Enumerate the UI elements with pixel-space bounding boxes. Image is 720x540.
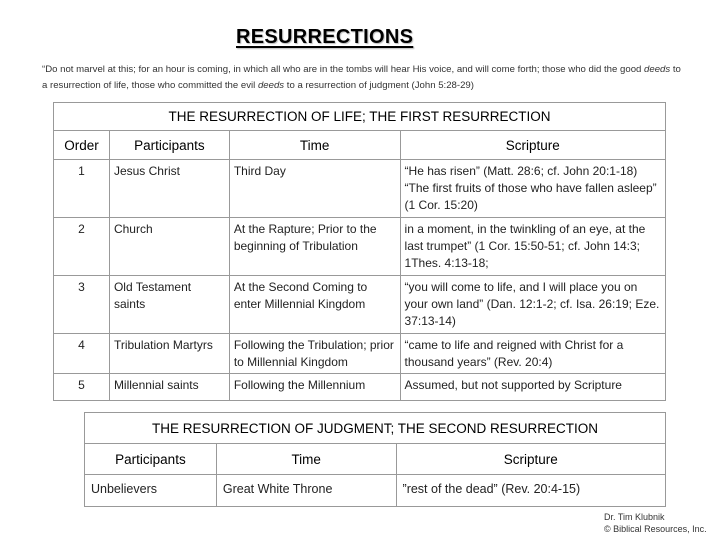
order-cell: 2 [54,218,110,276]
header-participants: Participants [109,131,229,160]
time-cell: Third Day [229,160,400,218]
header-scripture: Scripture [400,131,665,160]
intro-emphasis-1: deeds [644,64,671,75]
time-cell: At the Second Coming to enter Millennial Kingdom [229,276,400,334]
order-cell: 4 [54,334,110,374]
time-cell: Following the Millennium [229,374,400,401]
second-resurrection-banner: THE RESURRECTION OF JUDGMENT; THE SECOND RESURRECTION [85,413,666,444]
intro-text-1: “Do not marvel at this; for an hour is coming, in which all who are in the tombs will hear His voice, and will come forth; those who did the good [42,64,645,75]
header-time: Time [216,444,396,475]
table-row [85,475,666,507]
second-resurrection-banner-row [85,413,666,444]
first-resurrection-table [53,102,666,401]
participants-cell: Old Testament saints [109,276,229,334]
first-resurrection-banner-row [54,103,666,131]
participants-cell: Millennial saints [109,374,229,401]
scripture-cell: ”rest of the dead” (Rev. 20:4-15) [396,475,665,507]
header-time: Time [229,131,400,160]
order-cell: 3 [54,276,110,334]
intro-text-2: to a resurrection of life, those who committed the evil [42,64,681,91]
second-header-row [85,444,666,475]
order-cell: 1 [54,160,110,218]
participants-cell: Tribulation Martyrs [109,334,229,374]
intro-text-3: to a resurrection of judgment (John 5:28-29) [284,80,474,91]
scripture-cell: Assumed, but not supported by Scripture [400,374,665,401]
scripture-cell: “He has risen” (Matt. 28:6; cf. John 20:1-18) “The first fruits of those who have fallen asleep” (1 Cor. 15:20) [400,160,665,218]
table-row [54,334,666,374]
second-resurrection-table [84,412,666,507]
participants-cell: Unbelievers [85,475,217,507]
participants-cell: Church [109,218,229,276]
time-cell: Great White Throne [216,475,396,507]
participants-cell: Jesus Christ [109,160,229,218]
order-cell: 5 [54,374,110,401]
scripture-cell: “you will come to life, and I will place you on your own land” (Dan. 12:1-2; cf. Isa. 26:19; Eze. 37:13-14) [400,276,665,334]
first-header-row [54,131,666,160]
scripture-cell: in a moment, in the twinkling of an eye, at the last trumpet” (1 Cor. 15:50-51; cf. John 14:3; 1Thes. 4:13-18; [400,218,665,276]
table-row [54,276,666,334]
header-order: Order [54,131,110,160]
table-row [54,160,666,218]
page-title: RESURRECTIONS [236,26,414,48]
time-cell: At the Rapture; Prior to the beginning of Tribulation [229,218,400,276]
author-name: Dr. Tim Klubnik [604,512,665,522]
time-cell: Following the Tribulation; prior to Millennial Kingdom [229,334,400,374]
header-scripture: Scripture [396,444,665,475]
header-participants: Participants [85,444,217,475]
scripture-cell: “came to life and reigned with Christ for a thousand years” (Rev. 20:4) [400,334,665,374]
table-row [54,374,666,401]
table-row [54,218,666,276]
intro-quote [42,62,682,94]
first-resurrection-banner: THE RESURRECTION OF LIFE; THE FIRST RESURRECTION [54,103,666,131]
copyright-notice: © Biblical Resources, Inc. [604,524,707,534]
author-credit [604,511,707,535]
intro-emphasis-2: deeds [257,80,285,91]
